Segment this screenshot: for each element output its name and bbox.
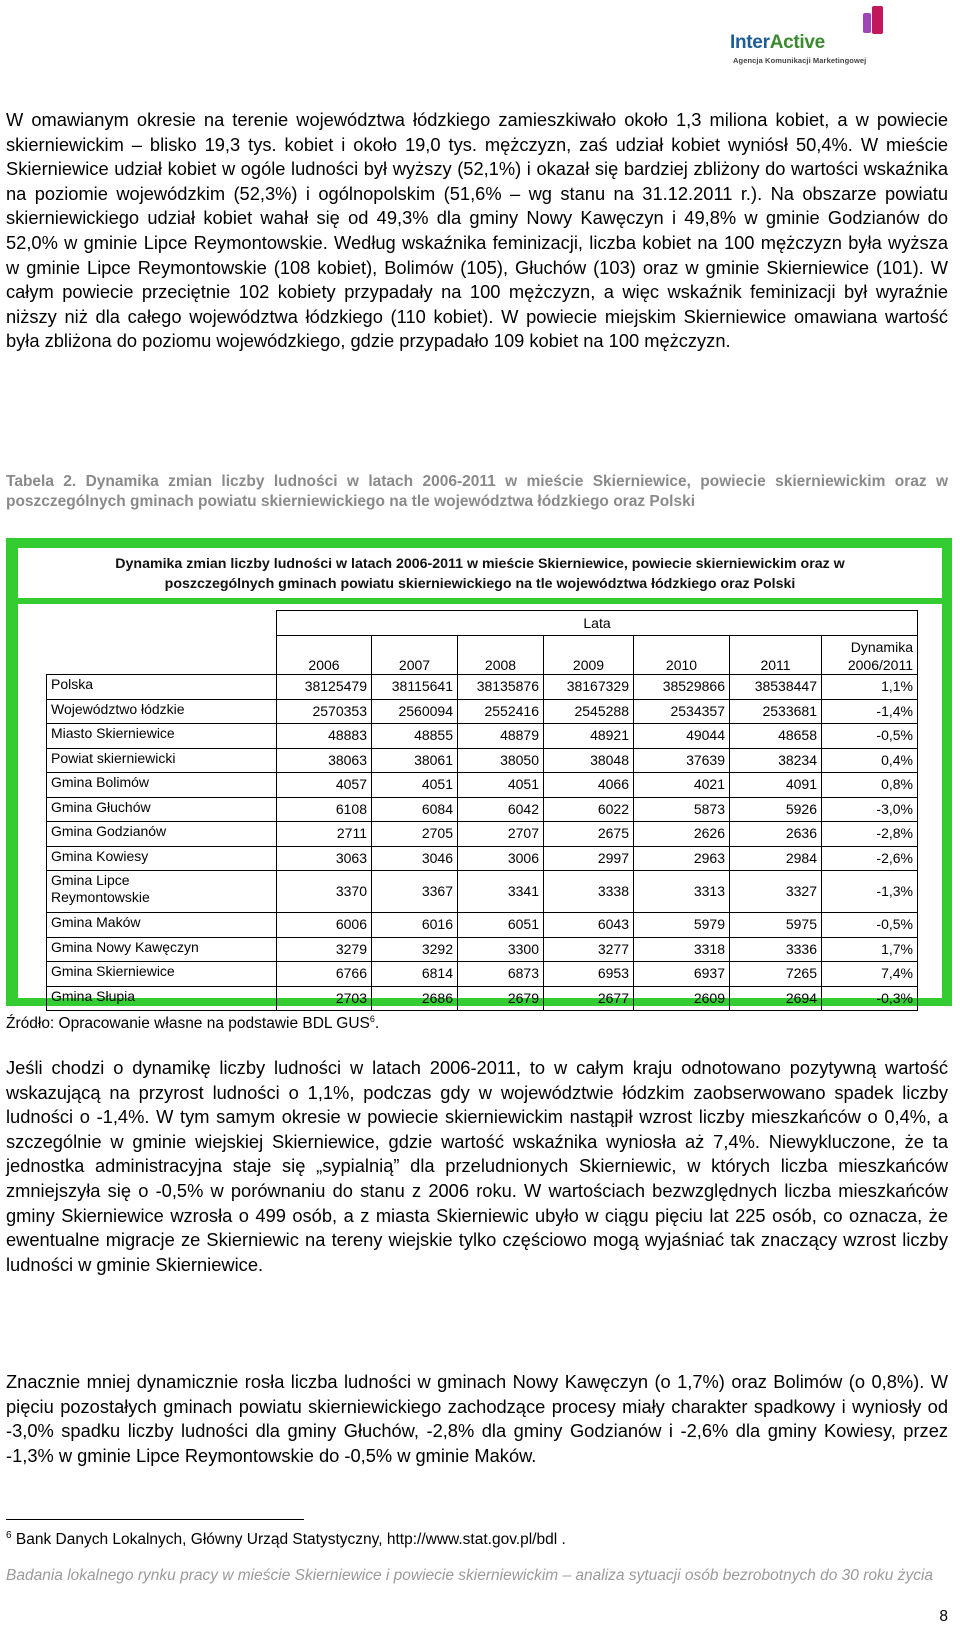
- cell-dynamics: -3,0%: [822, 797, 918, 822]
- cell-dynamics: 0,8%: [822, 773, 918, 798]
- cell-2007: 6084: [372, 797, 458, 822]
- row-name: Województwo łódzkie: [47, 699, 277, 724]
- cell-2011: 7265: [730, 962, 822, 987]
- cell-2011: 2533681: [730, 699, 822, 724]
- logo-name-part1: Inter: [730, 32, 770, 53]
- cell-2011: 38538447: [730, 675, 822, 700]
- table-row: [47, 986, 918, 1011]
- row-name: Gmina Słupia: [47, 986, 277, 1011]
- cell-2009: 6043: [544, 913, 634, 938]
- page-footer: Badania lokalnego rynku pracy w mieście Skierniewice i powiecie skierniewickim – analiza sytuacji osób bezrobotnych do 30 roku życia: [6, 1567, 934, 1584]
- cell-2007: 38061: [372, 748, 458, 773]
- cell-2007: 6016: [372, 913, 458, 938]
- cell-2007: 38115641: [372, 675, 458, 700]
- header-row-years: [47, 636, 918, 675]
- table-row: [47, 822, 918, 847]
- cell-2011: 48658: [730, 724, 822, 749]
- cell-dynamics: -0,5%: [822, 724, 918, 749]
- cell-2006: 3063: [277, 846, 372, 871]
- cell-2008: 2707: [458, 822, 544, 847]
- cell-2008: 38050: [458, 748, 544, 773]
- table-row: [47, 699, 918, 724]
- cell-2009: 4066: [544, 773, 634, 798]
- table-title-line2: poszczególnych gminach powiatu skierniewickiego na tle województwa łódzkiego oraz Polski: [164, 576, 796, 592]
- cell-2009: 48921: [544, 724, 634, 749]
- row-name: Gmina Nowy Kawęczyn: [47, 937, 277, 962]
- cell-dynamics: 1,7%: [822, 937, 918, 962]
- header-empty-cell: [47, 636, 277, 675]
- cell-2008: 38135876: [458, 675, 544, 700]
- cell-2006: 3370: [277, 871, 372, 913]
- cell-2008: 4051: [458, 773, 544, 798]
- source-text: Źródło: Opracowanie własne na podstawie BDL GUS: [6, 1015, 370, 1033]
- row-name: Gmina Głuchów: [47, 797, 277, 822]
- source-footnote-ref: 6: [369, 1014, 375, 1024]
- cell-2010: 2626: [634, 822, 730, 847]
- header-empty-cell: [47, 611, 277, 636]
- interactive-logo: [730, 4, 890, 70]
- cell-2010: 3313: [634, 871, 730, 913]
- cell-2011: 2694: [730, 986, 822, 1011]
- cell-dynamics: -0,3%: [822, 986, 918, 1011]
- cell-2009: 6953: [544, 962, 634, 987]
- cell-2011: 5975: [730, 913, 822, 938]
- cell-2008: 48879: [458, 724, 544, 749]
- cell-2006: 4057: [277, 773, 372, 798]
- cell-2010: 5979: [634, 913, 730, 938]
- paragraph-1: W omawianym okresie na terenie województwa łódzkiego zamieszkiwało około 1,3 miliona kobiet, a w powiecie skierniewickim – blisko 19,3 tys. kobiet i około 19,0 tys. mężczyzn, zaś udział kobiet wyniósł 50,4%. W mieście Skierniewice udział kobiet w ogóle ludności był wyższy (52,1%) i okazał się bardziej zbliżony do wartości wskaźnika na poziomie wojewódzkim (52,3%) i ogólnopolskim (51,6% – wg stanu na 31.12.2011 r.). Na obszarze powiatu skierniewickiego udział kobiet wahał się od 49,3% dla gminy Nowy Kawęczyn i 49,8% w gminie Godzianów do 52,0% w gminie Lipce Reymontowskie. Według wskaźnika feminizacji, liczba kobiet na 100 mężczyzn była wyższa w gminie Lipce Reymontowskie (108 kobiet), Bolimów (105), Głuchów (103) oraz w gminie Skierniewice (101). W całym powiecie przeciętnie 102 kobiety przypadały na 100 mężczyzn, a więc wskaźnik feminizacji był wyraźnie niższy niż dla całego województwa łódzkiego (110 kobiet). W powiecie miejskim Skierniewice omawiana wartość była zbliżona do poziomu wojewódzkiego, gdzie przypadało 109 kobiet na 100 mężczyzn.: [6, 109, 948, 352]
- paragraph-3: Znacznie mniej dynamicznie rosła liczba ludności w gminach Nowy Kawęczyn (o 1,7%) oraz Bolimów (o 0,8%). W pięciu pozostałych gminach powiatu skierniewickiego zachodzące procesy miały charakter spadkowy i wyniosły od -3,0% spadku liczby ludności dla gminy Głuchów, -2,8% dla gminy Godzianów i -2,6% dla gminy Kowiesy, przez -1,3% w gminie Lipce Reymontowskie do -0,5% w gminie Maków.: [6, 1371, 948, 1466]
- table-title: [18, 548, 942, 598]
- cell-2010: 49044: [634, 724, 730, 749]
- header-year-2007: 2007: [372, 636, 458, 675]
- cell-2008: 3341: [458, 871, 544, 913]
- header-row-group: [47, 611, 918, 636]
- cell-2010: 2963: [634, 846, 730, 871]
- cell-2007: 48855: [372, 724, 458, 749]
- cell-2010: 5873: [634, 797, 730, 822]
- cell-2009: 2675: [544, 822, 634, 847]
- cell-dynamics: -2,8%: [822, 822, 918, 847]
- logo-name-part2: Active: [769, 32, 825, 53]
- row-name: Gmina Skierniewice: [47, 962, 277, 987]
- footnote-number: 6: [6, 1530, 12, 1541]
- cell-2010: 2534357: [634, 699, 730, 724]
- cell-2006: 2711: [277, 822, 372, 847]
- cell-2011: 3327: [730, 871, 822, 913]
- cell-2006: 2570353: [277, 699, 372, 724]
- header-year-2009: 2009: [544, 636, 634, 675]
- cell-2009: 6022: [544, 797, 634, 822]
- cell-2007: 2686: [372, 986, 458, 1011]
- cell-2007: 3046: [372, 846, 458, 871]
- cell-dynamics: 1,1%: [822, 675, 918, 700]
- cell-2006: 6766: [277, 962, 372, 987]
- cell-2011: 2636: [730, 822, 822, 847]
- table-row: [47, 871, 918, 913]
- row-name: Gmina Godzianów: [47, 822, 277, 847]
- cell-2008: 3300: [458, 937, 544, 962]
- header-dynamics-line1: Dynamika: [850, 639, 913, 655]
- logo-wordmark: [730, 32, 825, 54]
- row-name-line2: Reymontowskie: [51, 889, 150, 905]
- cell-dynamics: -0,5%: [822, 913, 918, 938]
- cell-2007: 3292: [372, 937, 458, 962]
- header-lata: Lata: [277, 611, 918, 636]
- row-name: [47, 871, 277, 913]
- cell-2008: 2552416: [458, 699, 544, 724]
- cell-2006: 48883: [277, 724, 372, 749]
- footnote: [6, 1530, 566, 1549]
- table-row: [47, 962, 918, 987]
- cell-2011: 38234: [730, 748, 822, 773]
- cell-2008: 6873: [458, 962, 544, 987]
- table-row: [47, 748, 918, 773]
- cell-2009: 38048: [544, 748, 634, 773]
- row-name: Polska: [47, 675, 277, 700]
- table-caption: Tabela 2. Dynamika zmian liczby ludności w latach 2006-2011 w mieście Skierniewice, powiecie skierniewickim oraz w poszczególnych gminach powiatu skierniewickiego na tle województwa łódzkiego oraz Polski: [6, 473, 948, 510]
- table-title-line1: Dynamika zmian liczby ludności w latach 2006-2011 w mieście Skierniewice, powiecie skierniewickim oraz w: [115, 556, 845, 572]
- table-row: [47, 913, 918, 938]
- cell-2007: 6814: [372, 962, 458, 987]
- cell-dynamics: -2,6%: [822, 846, 918, 871]
- table-row: [47, 937, 918, 962]
- cell-2011: 3336: [730, 937, 822, 962]
- row-name: Powiat skierniewicki: [47, 748, 277, 773]
- cell-2009: 2677: [544, 986, 634, 1011]
- cell-2010: 37639: [634, 748, 730, 773]
- cell-2007: 2560094: [372, 699, 458, 724]
- cell-2008: 2679: [458, 986, 544, 1011]
- table-body: [47, 611, 918, 1011]
- footnote-separator: [6, 1519, 304, 1520]
- cell-2006: 2703: [277, 986, 372, 1011]
- row-name: Gmina Bolimów: [47, 773, 277, 798]
- cell-2009: 3277: [544, 937, 634, 962]
- cell-2007: 2705: [372, 822, 458, 847]
- cell-2006: 6006: [277, 913, 372, 938]
- table-row: [47, 675, 918, 700]
- cell-dynamics: 0,4%: [822, 748, 918, 773]
- cell-2010: 4021: [634, 773, 730, 798]
- cell-2006: 38063: [277, 748, 372, 773]
- table-row: [47, 846, 918, 871]
- row-name: Gmina Kowiesy: [47, 846, 277, 871]
- page-number: 8: [939, 1608, 948, 1625]
- cell-2009: 38167329: [544, 675, 634, 700]
- footnote-text: Bank Danych Lokalnych, Główny Urząd Statystyczny, http://www.stat.gov.pl/bdl .: [11, 1531, 566, 1549]
- cell-2010: 3318: [634, 937, 730, 962]
- cell-2010: 6937: [634, 962, 730, 987]
- logo-subtitle: Agencja Komunikacji Marketingowej: [733, 56, 867, 65]
- cell-2006: 38125479: [277, 675, 372, 700]
- cell-2008: 6051: [458, 913, 544, 938]
- header-year-2010: 2010: [634, 636, 730, 675]
- cell-2007: 3367: [372, 871, 458, 913]
- cell-2010: 38529866: [634, 675, 730, 700]
- cell-2008: 3006: [458, 846, 544, 871]
- cell-2009: 2545288: [544, 699, 634, 724]
- header-dynamics: [822, 636, 918, 675]
- header-year-2011: 2011: [730, 636, 822, 675]
- header-dynamics-line2: 2006/2011: [847, 657, 913, 673]
- row-name: Gmina Maków: [47, 913, 277, 938]
- cell-2006: 3279: [277, 937, 372, 962]
- table-source: [6, 1014, 379, 1033]
- population-table: [46, 610, 918, 1011]
- paragraph-2: Jeśli chodzi o dynamikę liczby ludności w latach 2006-2011, to w całym kraju odnotowano pozytywną wartość wskazującą na przyrost ludności o 1,1%, podczas gdy w województwie łódzkim zaobserwowano spadek liczby ludności o -1,4%. W tym samym okresie w powiecie skierniewickim nastąpił wzrost liczby mieszkańców o 0,4%, a szczególnie w gminie wiejskiej Skierniewice, gdzie wartość wskaźnika wyniosła aż 7,4%. Niewykluczone, że ta jednostka administracyjna staje się „sypialnią” dla przeludnionych Skierniewic, w których liczba mieszkańców zmniejszyła się o -0,5% w porównaniu do stanu z 2006 roku. W wartościach bezwzględnych liczba mieszkańców gminy Skierniewice wzrosła o 499 osób, a z miasta Skierniewic ubyło w ciągu pięciu lat 225 osób, co oznacza, że ewentualne migracje ze Skierniewic na tereny wiejskie tylko częściowo mogą wyjaśniać tak znaczący wzrost liczby ludności w gminie Skierniewice.: [6, 1057, 948, 1275]
- logo-mark-icon: [850, 4, 888, 46]
- cell-2011: 2984: [730, 846, 822, 871]
- cell-2011: 4091: [730, 773, 822, 798]
- cell-2006: 6108: [277, 797, 372, 822]
- row-name-line1: Gmina Lipce: [51, 872, 130, 888]
- table-panel: [18, 604, 942, 1006]
- source-end: .: [374, 1015, 380, 1033]
- header-year-2008: 2008: [458, 636, 544, 675]
- table-row: [47, 773, 918, 798]
- cell-2009: 3338: [544, 871, 634, 913]
- cell-dynamics: 7,4%: [822, 962, 918, 987]
- cell-dynamics: -1,4%: [822, 699, 918, 724]
- header-year-2006: 2006: [277, 636, 372, 675]
- table-row: [47, 724, 918, 749]
- cell-2010: 2609: [634, 986, 730, 1011]
- cell-2008: 6042: [458, 797, 544, 822]
- cell-2011: 5926: [730, 797, 822, 822]
- cell-2009: 2997: [544, 846, 634, 871]
- table-row: [47, 797, 918, 822]
- cell-2007: 4051: [372, 773, 458, 798]
- row-name: Miasto Skierniewice: [47, 724, 277, 749]
- cell-dynamics: -1,3%: [822, 871, 918, 913]
